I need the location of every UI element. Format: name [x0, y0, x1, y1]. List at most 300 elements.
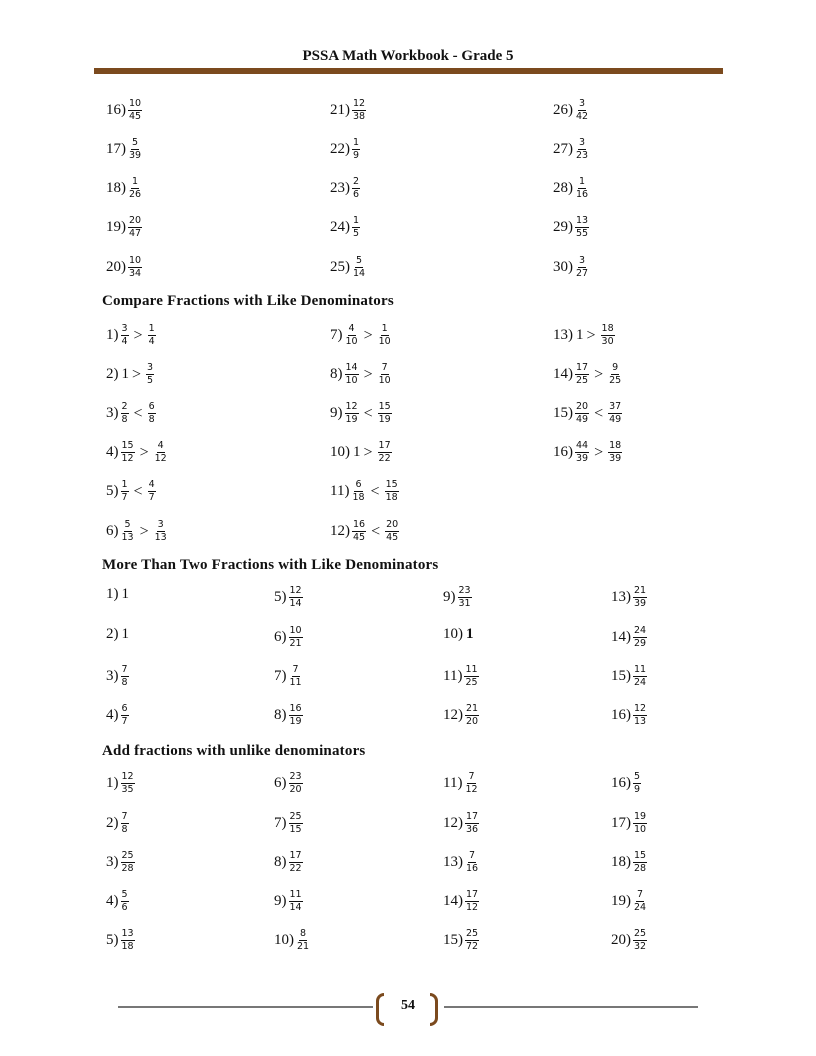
denominator: 16: [576, 189, 589, 201]
item-number: 19): [106, 219, 126, 236]
answer-item: [443, 586, 474, 610]
fraction: [146, 363, 154, 387]
fraction: [633, 890, 647, 914]
numerator: 1: [578, 177, 586, 189]
comparison-symbol: >: [363, 326, 373, 344]
comparison-symbol: <: [594, 404, 604, 422]
denominator: 38: [353, 111, 366, 123]
denominator: 36: [466, 824, 479, 836]
answer-item: [106, 363, 156, 387]
item-number: 9): [330, 405, 343, 422]
numerator: 21: [633, 586, 647, 598]
fraction: [289, 586, 303, 610]
item-number: 13): [443, 854, 463, 871]
fraction: [289, 665, 303, 689]
denominator: 32: [634, 941, 647, 953]
denominator: 19: [345, 414, 358, 426]
fraction: [633, 851, 647, 875]
answer-item: [611, 890, 649, 914]
answer-item: [274, 812, 305, 836]
denominator: 10: [634, 824, 647, 836]
fraction: [128, 216, 142, 240]
fraction: [601, 324, 615, 348]
numerator: 11: [633, 665, 647, 677]
item-number: 13): [553, 327, 573, 344]
denominator: 72: [466, 941, 479, 953]
numerator: 7: [121, 812, 129, 824]
fraction: [148, 402, 156, 426]
whole-number: 1: [121, 366, 129, 383]
section-title-more-than-two: More Than Two Fractions with Like Denominators: [102, 557, 439, 573]
denominator: 19: [289, 716, 302, 728]
numerator: 25: [121, 851, 135, 863]
denominator: 22: [289, 863, 302, 875]
comparison-symbol: <: [133, 404, 143, 422]
item-number: 13): [611, 589, 631, 606]
fraction: [289, 626, 303, 650]
fraction: [575, 402, 589, 426]
answer-item: [330, 441, 394, 465]
item-number: 11): [330, 483, 350, 500]
fraction: [378, 324, 392, 348]
item-number: 15): [553, 405, 573, 422]
fraction: [121, 890, 129, 914]
denominator: 20: [289, 784, 302, 796]
denominator: 45: [129, 111, 142, 123]
item-number: 23): [330, 180, 350, 197]
denominator: 42: [576, 111, 589, 123]
fraction: [352, 256, 366, 280]
numerator: 15: [633, 851, 647, 863]
item-number: 1): [106, 327, 119, 344]
numerator: 10: [289, 626, 303, 638]
item-number: 26): [553, 102, 573, 119]
item-number: 24): [330, 219, 350, 236]
item-number: 1): [106, 775, 119, 792]
fraction: [121, 704, 129, 728]
denominator: 49: [609, 414, 622, 426]
item-number: 5): [106, 932, 119, 949]
fraction: [575, 177, 589, 201]
denominator: 8: [121, 824, 128, 836]
denominator: 18: [121, 941, 134, 953]
fraction: [385, 520, 399, 544]
denominator: 22: [378, 453, 391, 465]
answer-item: [274, 626, 305, 650]
numerator: 1: [131, 177, 139, 189]
footer-line-right: [444, 1006, 698, 1008]
fraction: [575, 256, 589, 280]
answer-item: [106, 99, 144, 123]
numerator: 16: [289, 704, 303, 716]
fraction: [128, 99, 142, 123]
denominator: 7: [148, 492, 155, 504]
item-number: 3): [106, 854, 119, 871]
answer-item: [330, 177, 362, 201]
answer-item: [611, 772, 643, 796]
fraction: [633, 665, 647, 689]
fraction: [378, 363, 392, 387]
fraction: [633, 929, 647, 953]
answer-item: [553, 177, 591, 201]
item-number: 16): [611, 775, 631, 792]
item-number: 18): [106, 180, 126, 197]
numerator: 15: [378, 402, 392, 414]
item-number: 16): [611, 707, 631, 724]
denominator: 10: [345, 375, 358, 387]
denominator: 35: [121, 784, 134, 796]
denominator: 7: [121, 716, 128, 728]
numerator: 23: [458, 586, 472, 598]
item-number: 14): [611, 629, 631, 646]
denominator: 13: [634, 716, 647, 728]
denominator: 9: [634, 784, 641, 796]
answer-item: [274, 586, 305, 610]
answer-item: [106, 665, 131, 689]
answer-item: [106, 626, 129, 643]
denominator: 6: [353, 189, 360, 201]
answer-item: [553, 138, 591, 162]
answer-item: [106, 138, 144, 162]
item-number: 7): [274, 815, 287, 832]
denominator: 25: [465, 677, 478, 689]
answer-item: [106, 851, 137, 875]
fraction: [154, 441, 168, 465]
numerator: 13: [121, 929, 135, 941]
fraction: [575, 363, 589, 387]
fraction: [575, 216, 589, 240]
answer-item: [106, 480, 158, 504]
answer-item: [106, 890, 131, 914]
answer-item: [106, 520, 170, 544]
fraction: [378, 402, 392, 426]
answer-item: [106, 441, 170, 465]
numerator: 4: [148, 480, 156, 492]
comparison-symbol: >: [594, 443, 604, 461]
denominator: 7: [121, 492, 128, 504]
denominator: 14: [289, 902, 302, 914]
item-number: 12): [330, 523, 350, 540]
fraction: [608, 402, 622, 426]
numerator: 12: [352, 99, 366, 111]
fraction: [633, 626, 647, 650]
denominator: 24: [634, 677, 647, 689]
numerator: 44: [575, 441, 589, 453]
numerator: 7: [121, 665, 129, 677]
numerator: 6: [354, 480, 362, 492]
fraction: [633, 704, 647, 728]
item-number: 7): [330, 327, 343, 344]
answer-item: [611, 626, 649, 650]
numerator: 7: [468, 851, 476, 863]
fraction: [465, 929, 479, 953]
denominator: 45: [386, 532, 399, 544]
item-number: 5): [106, 483, 119, 500]
numerator: 20: [385, 520, 399, 532]
denominator: 11: [289, 677, 302, 689]
denominator: 39: [129, 150, 142, 162]
fraction: [345, 402, 359, 426]
fraction: [128, 177, 142, 201]
numerator: 17: [575, 363, 589, 375]
numerator: 12: [633, 704, 647, 716]
whole-number: 1: [466, 626, 474, 642]
numerator: 17: [378, 441, 392, 453]
answer-item: [553, 256, 591, 280]
denominator: 4: [148, 336, 155, 348]
answer-item: [106, 929, 137, 953]
comparison-symbol: >: [132, 365, 142, 383]
fraction: [121, 665, 129, 689]
numerator: 7: [381, 363, 389, 375]
denominator: 10: [378, 375, 391, 387]
answer-item: [330, 480, 401, 504]
fraction: [289, 890, 303, 914]
item-number: 3): [106, 405, 119, 422]
denominator: 47: [129, 228, 142, 240]
numerator: 25: [633, 929, 647, 941]
comparison-symbol: >: [363, 365, 373, 383]
numerator: 1: [352, 138, 360, 150]
denominator: 23: [576, 150, 589, 162]
fraction: [465, 890, 479, 914]
footer-line-left: [118, 1006, 373, 1008]
numerator: 5: [124, 520, 132, 532]
comparison-symbol: >: [586, 326, 596, 344]
item-number: 29): [553, 219, 573, 236]
denominator: 55: [576, 228, 589, 240]
denominator: 16: [466, 863, 479, 875]
fraction: [633, 586, 647, 610]
answer-item: [274, 704, 305, 728]
item-number: 2): [106, 815, 119, 832]
answer-item: [106, 586, 129, 603]
denominator: 39: [576, 453, 589, 465]
denominator: 10: [378, 336, 391, 348]
denominator: 24: [634, 902, 647, 914]
numerator: 2: [352, 177, 360, 189]
numerator: 12: [121, 772, 135, 784]
numerator: 16: [352, 520, 366, 532]
comparison-symbol: <: [133, 482, 143, 500]
numerator: 3: [578, 138, 586, 150]
section-title-compare: Compare Fractions with Like Denominators: [102, 293, 394, 309]
denominator: 21: [289, 638, 302, 650]
numerator: 4: [157, 441, 165, 453]
item-number: 17): [611, 815, 631, 832]
fraction: [458, 586, 472, 610]
denominator: 21: [297, 941, 310, 953]
item-number: 17): [106, 141, 126, 158]
numerator: 3: [157, 520, 165, 532]
numerator: 3: [121, 324, 129, 336]
numerator: 1: [352, 216, 360, 228]
answer-item: [443, 772, 481, 796]
fraction: [385, 480, 399, 504]
numerator: 14: [345, 363, 359, 375]
numerator: 1: [148, 324, 156, 336]
item-number: 10): [274, 932, 294, 949]
answer-item: [611, 851, 649, 875]
denominator: 12: [154, 453, 167, 465]
answer-item: [443, 890, 481, 914]
footer-bracket-right: [430, 993, 438, 1026]
fraction: [121, 772, 135, 796]
comparison-symbol: >: [363, 443, 373, 461]
answer-item: [443, 704, 481, 728]
denominator: 15: [289, 824, 302, 836]
answer-item: [274, 665, 305, 689]
answer-item: [106, 177, 144, 201]
numerator: 2: [121, 402, 129, 414]
fraction: [464, 665, 478, 689]
numerator: 12: [345, 402, 359, 414]
denominator: 45: [353, 532, 366, 544]
numerator: 10: [128, 256, 142, 268]
fraction: [148, 480, 156, 504]
denominator: 26: [129, 189, 142, 201]
comparison-symbol: >: [139, 522, 149, 540]
comparison-symbol: >: [133, 326, 143, 344]
numerator: 19: [633, 812, 647, 824]
numerator: 25: [465, 929, 479, 941]
item-number: 9): [274, 893, 287, 910]
numerator: 17: [289, 851, 303, 863]
answer-item: [274, 929, 312, 953]
numerator: 5: [633, 772, 641, 784]
denominator: 14: [353, 268, 366, 280]
item-number: 10): [443, 626, 463, 642]
fraction: [608, 441, 622, 465]
answer-item: [106, 216, 144, 240]
item-number: 2): [106, 626, 119, 642]
denominator: 14: [289, 598, 302, 610]
item-number: 6): [274, 629, 287, 646]
answer-item: [330, 402, 394, 426]
answer-item: [611, 704, 649, 728]
comparison-symbol: <: [371, 522, 381, 540]
answer-item: [611, 586, 649, 610]
numerator: 10: [128, 99, 142, 111]
numerator: 12: [289, 586, 303, 598]
item-number: 16): [553, 444, 573, 461]
item-number: 15): [611, 668, 631, 685]
denominator: 49: [576, 414, 589, 426]
fraction: [352, 177, 360, 201]
fraction: [575, 441, 589, 465]
denominator: 25: [609, 375, 622, 387]
header-rule: [94, 68, 723, 74]
item-number: 4): [106, 893, 119, 910]
numerator: 1: [381, 324, 389, 336]
denominator: 39: [634, 598, 647, 610]
denominator: 28: [121, 863, 134, 875]
fraction: [352, 138, 360, 162]
fraction: [465, 851, 479, 875]
fraction: [148, 324, 156, 348]
item-number: 14): [553, 366, 573, 383]
numerator: 11: [289, 890, 303, 902]
fraction: [121, 480, 129, 504]
whole-number: 1: [121, 626, 129, 642]
fraction: [121, 812, 129, 836]
numerator: 23: [289, 772, 303, 784]
item-number: 28): [553, 180, 573, 197]
item-number: 3): [106, 668, 119, 685]
fraction: [121, 929, 135, 953]
item-number: 4): [106, 707, 119, 724]
answer-item: [330, 256, 368, 280]
answer-item: [106, 256, 144, 280]
denominator: 19: [378, 414, 391, 426]
denominator: 8: [148, 414, 155, 426]
item-number: 12): [443, 815, 463, 832]
denominator: 39: [609, 453, 622, 465]
fraction: [121, 520, 135, 544]
fraction: [608, 363, 622, 387]
answer-item: [553, 363, 624, 387]
numerator: 25: [289, 812, 303, 824]
answer-item: [330, 363, 394, 387]
answer-item: [443, 851, 481, 875]
denominator: 6: [121, 902, 128, 914]
item-number: 22): [330, 141, 350, 158]
section-title-unlike: Add fractions with unlike denominators: [102, 743, 366, 759]
denominator: 4: [121, 336, 128, 348]
fraction: [121, 441, 135, 465]
item-number: 1): [106, 586, 119, 602]
numerator: 6: [121, 704, 129, 716]
item-number: 20): [106, 259, 126, 276]
fraction: [352, 520, 366, 544]
denominator: 20: [466, 716, 479, 728]
fraction: [345, 363, 359, 387]
item-number: 8): [274, 707, 287, 724]
fraction: [154, 520, 168, 544]
numerator: 11: [464, 665, 478, 677]
page-number: 54: [401, 998, 415, 1013]
fraction: [121, 851, 135, 875]
answer-item: [274, 772, 305, 796]
answer-item: [330, 138, 362, 162]
answer-item: [443, 626, 474, 643]
denominator: 8: [121, 414, 128, 426]
page-header-title: PSSA Math Workbook - Grade 5: [302, 48, 514, 64]
item-number: 4): [106, 444, 119, 461]
item-number: 21): [330, 102, 350, 119]
item-number: 25): [330, 259, 350, 276]
denominator: 12: [465, 784, 478, 796]
item-number: 15): [443, 932, 463, 949]
fraction: [575, 99, 589, 123]
whole-number: 1: [353, 444, 361, 461]
comparison-symbol: <: [370, 482, 380, 500]
comparison-symbol: <: [363, 404, 373, 422]
item-number: 11): [443, 668, 463, 685]
answer-item: [330, 324, 394, 348]
answer-item: [553, 324, 617, 348]
numerator: 4: [348, 324, 356, 336]
answer-item: [443, 665, 481, 689]
numerator: 6: [148, 402, 156, 414]
numerator: 5: [131, 138, 139, 150]
whole-number: 1: [576, 327, 584, 344]
numerator: 17: [465, 890, 479, 902]
fraction: [289, 704, 303, 728]
item-number: 18): [611, 854, 631, 871]
answer-item: [106, 704, 131, 728]
answer-item: [106, 324, 158, 348]
